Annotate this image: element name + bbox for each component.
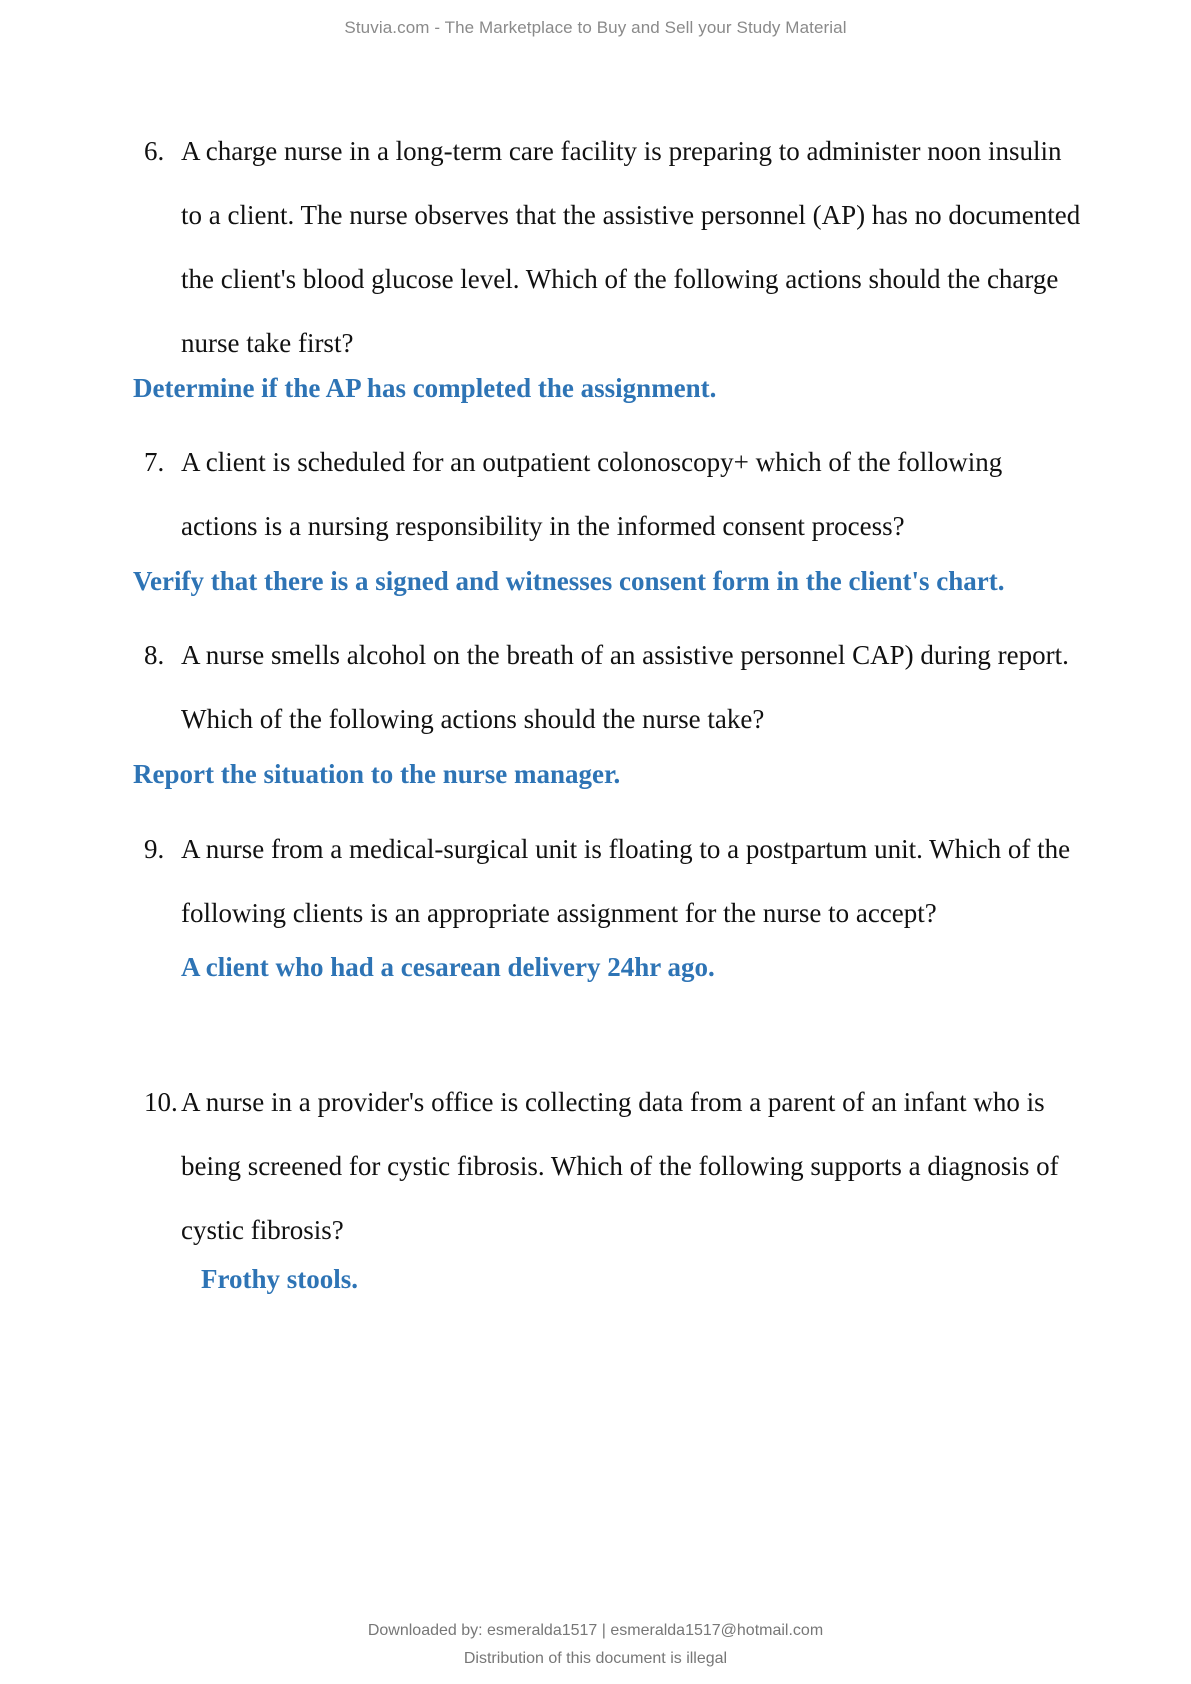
answer-6: Determine if the AP has completed the assignment. (133, 373, 717, 403)
answer-8: Report the situation to the nurse manager. (133, 759, 621, 789)
question-text: A charge nurse in a long-term care facility is preparing to administer noon insulin to a client. The nurse observes that the assistive personnel (AP) has no documented the client's blood glucose level. Which of the following actions should the charge nurse take first? (181, 136, 1081, 358)
answer-7: Verify that there is a signed and witnesses consent form in the client's chart. (133, 566, 1005, 596)
question-number: 8. (144, 640, 165, 670)
question-number: 7. (144, 447, 165, 477)
question-text: A nurse from a medical-surgical unit is floating to a postpartum unit. Which of the following clients is an appropriate assignment for the nurse to accept? (181, 834, 1071, 928)
question-number: 6. (144, 136, 165, 166)
answer-10: Frothy stools. (201, 1264, 359, 1294)
question-7 (144, 430, 1084, 558)
question-text: A nurse smells alcohol on the breath of an assistive personnel CAP) during report. Which of the following actions should the nurse take? (181, 640, 1069, 734)
distribution-notice-footer: Distribution of this document is illegal (463, 1650, 728, 1667)
question-text: A client is scheduled for an outpatient colonoscopy+ which of the following actions is a nursing responsibility in the informed consent process? (181, 447, 1003, 541)
question-8 (144, 623, 1084, 751)
question-number: 9. (144, 834, 165, 864)
stuvia-watermark-header: Stuvia.com - The Marketplace to Buy and Sell your Study Material (344, 18, 847, 37)
question-10 (144, 1070, 1084, 1262)
downloaded-by-footer: Downloaded by: esmeralda1517 | esmeralda1517@hotmail.com (367, 1622, 824, 1639)
question-9 (144, 817, 1084, 945)
question-number: 10. (144, 1087, 178, 1117)
answer-9: A client who had a cesarean delivery 24hr ago. (181, 952, 715, 982)
question-text: A nurse in a provider's office is collecting data from a parent of an infant who is being screened for cystic fibrosis. Which of the following supports a diagnosis of cystic fibrosis? (181, 1087, 1059, 1245)
question-6 (144, 119, 1084, 375)
